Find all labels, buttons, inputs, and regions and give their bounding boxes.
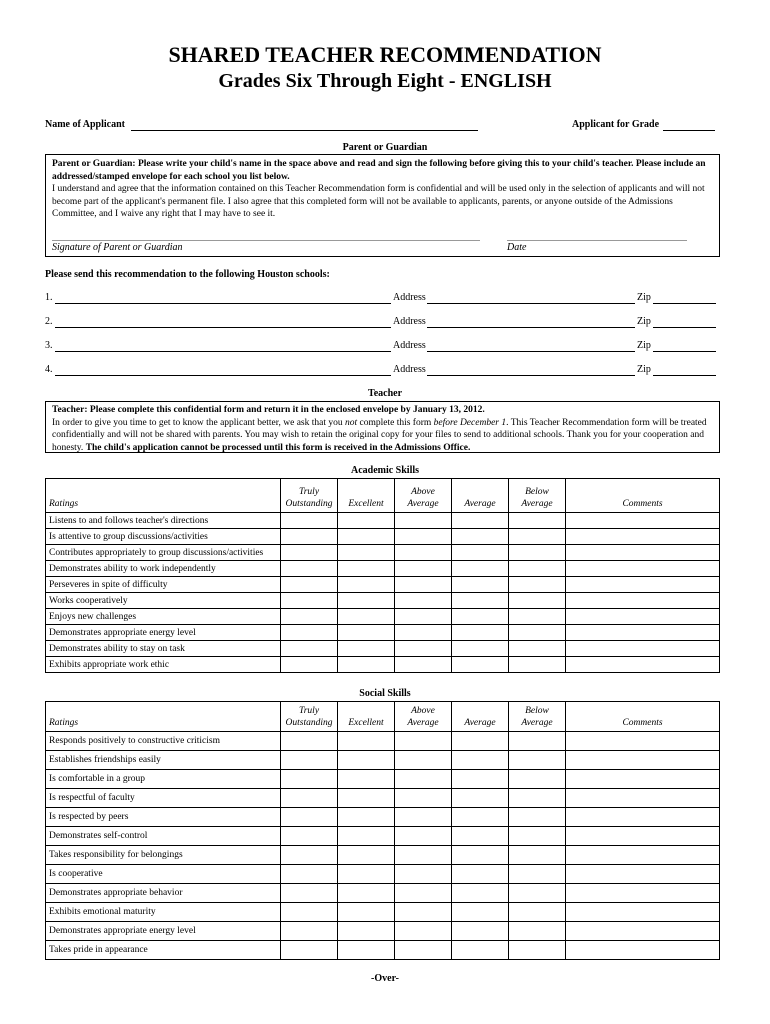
rating-cell[interactable]: [452, 941, 509, 960]
rating-cell[interactable]: [452, 922, 509, 941]
table-row: [46, 545, 720, 561]
excellent-header: Excellent: [338, 479, 395, 513]
applicant-name-label: Name of Applicant: [45, 119, 125, 130]
rating-cell[interactable]: [452, 513, 509, 529]
teacher-body: In order to give you time to get to know the applicant better, we ask that you not complete this form before December 1. This Teacher Recommendation form will be treated confidentially and will not be shared with parents. You may wish to retain the original copy for your files to send to additional schools. Thank you for your cooperation and honesty. The child's application cannot be processed until this form is received in the Admissions Office.: [52, 417, 707, 453]
rating-cell[interactable]: [452, 561, 509, 577]
rating-cell[interactable]: [452, 865, 509, 884]
rating-cell[interactable]: [452, 903, 509, 922]
rating-cell[interactable]: [452, 577, 509, 593]
rating-cell[interactable]: [452, 625, 509, 641]
rating-item-label: Is comfortable in a group: [46, 770, 281, 789]
rating-item-label: Demonstrates ability to stay on task: [46, 641, 281, 657]
table-row: [46, 577, 720, 593]
rating-cell[interactable]: [395, 884, 452, 903]
school-zip-field[interactable]: [653, 315, 716, 328]
rating-cell[interactable]: [281, 941, 338, 960]
rating-cell[interactable]: [395, 827, 452, 846]
teacher-heading: Teacher: Please complete this confidential form and return it in the enclosed envelope by January 13, 2012.: [52, 405, 485, 415]
table-row: [46, 903, 720, 922]
teacher-section-title: Teacher: [367, 388, 403, 399]
parent-section-title: Parent or Guardian: [342, 142, 428, 153]
rating-cell[interactable]: [509, 922, 566, 941]
comments-cell[interactable]: [566, 827, 720, 846]
rating-cell[interactable]: [395, 865, 452, 884]
rating-cell[interactable]: [281, 808, 338, 827]
comments-cell[interactable]: [566, 732, 720, 751]
rating-cell[interactable]: [338, 545, 395, 561]
school-zip-field[interactable]: [653, 363, 716, 376]
rating-item-label: Takes pride in appearance: [46, 941, 281, 960]
school-name-field[interactable]: [55, 339, 391, 352]
rating-cell[interactable]: [395, 846, 452, 865]
rating-cell[interactable]: [395, 789, 452, 808]
rating-cell[interactable]: [452, 808, 509, 827]
rating-cell[interactable]: [509, 903, 566, 922]
rating-cell[interactable]: [395, 593, 452, 609]
rating-cell[interactable]: [395, 732, 452, 751]
school-zip-field[interactable]: [653, 339, 716, 352]
rating-cell[interactable]: [509, 827, 566, 846]
rating-cell[interactable]: [395, 625, 452, 641]
rating-cell[interactable]: [338, 609, 395, 625]
above-average-header: Above Average: [395, 702, 452, 732]
rating-cell[interactable]: [281, 513, 338, 529]
rating-cell[interactable]: [338, 827, 395, 846]
rating-cell[interactable]: [281, 884, 338, 903]
rating-cell[interactable]: [395, 808, 452, 827]
rating-cell[interactable]: [509, 751, 566, 770]
rating-cell[interactable]: [395, 513, 452, 529]
applicant-name-field[interactable]: [131, 118, 478, 131]
rating-cell[interactable]: [338, 657, 395, 673]
rating-cell[interactable]: [509, 770, 566, 789]
applicant-grade-field[interactable]: [663, 118, 715, 131]
table-row: [46, 593, 720, 609]
rating-cell[interactable]: [338, 941, 395, 960]
rating-cell[interactable]: [281, 561, 338, 577]
rating-cell[interactable]: [281, 770, 338, 789]
rating-cell[interactable]: [452, 789, 509, 808]
rating-cell[interactable]: [509, 865, 566, 884]
rating-cell[interactable]: [281, 846, 338, 865]
comments-header: Comments: [566, 702, 720, 732]
rating-item-label: Takes responsibility for belongings: [46, 846, 281, 865]
table-row: [46, 609, 720, 625]
comments-cell[interactable]: [566, 545, 720, 561]
comments-cell[interactable]: [566, 657, 720, 673]
rating-cell[interactable]: [281, 922, 338, 941]
rating-cell[interactable]: [395, 770, 452, 789]
parent-signature-field[interactable]: [52, 240, 480, 241]
rating-item-label: Is cooperative: [46, 865, 281, 884]
rating-cell[interactable]: [509, 529, 566, 545]
school-name-field[interactable]: [55, 315, 391, 328]
rating-cell[interactable]: [509, 789, 566, 808]
rating-item-label: Establishes friendships easily: [46, 751, 281, 770]
rating-cell[interactable]: [281, 657, 338, 673]
school-address-field[interactable]: [427, 339, 635, 352]
rating-cell[interactable]: [509, 846, 566, 865]
rating-cell[interactable]: [338, 593, 395, 609]
above-average-header: Above Average: [395, 479, 452, 513]
rating-cell[interactable]: [281, 827, 338, 846]
rating-cell[interactable]: [509, 657, 566, 673]
rating-cell[interactable]: [509, 884, 566, 903]
rating-cell[interactable]: [338, 529, 395, 545]
comments-cell[interactable]: [566, 529, 720, 545]
rating-item-label: Works cooperatively: [46, 593, 281, 609]
rating-cell[interactable]: [395, 941, 452, 960]
school-address-field[interactable]: [427, 315, 635, 328]
table-row: [46, 641, 720, 657]
rating-cell[interactable]: [281, 625, 338, 641]
rating-cell[interactable]: [338, 641, 395, 657]
rating-cell[interactable]: [509, 609, 566, 625]
rating-item-label: Exhibits emotional maturity: [46, 903, 281, 922]
comments-cell[interactable]: [566, 808, 720, 827]
rating-cell[interactable]: [395, 577, 452, 593]
comments-cell[interactable]: [566, 903, 720, 922]
comments-cell[interactable]: [566, 561, 720, 577]
rating-cell[interactable]: [509, 732, 566, 751]
rating-cell[interactable]: [509, 808, 566, 827]
rating-cell[interactable]: [281, 732, 338, 751]
academic-skills-table: [45, 478, 720, 673]
rating-item-label: Perseveres in spite of difficulty: [46, 577, 281, 593]
parent-instructions: Parent or Guardian: Please write your child's name in the space above and read and sign the following before giving this to your child's teacher. Please include an addressed/stamped envelope for each school you list below.: [52, 159, 706, 182]
comments-cell[interactable]: [566, 789, 720, 808]
rating-cell[interactable]: [452, 846, 509, 865]
rating-cell[interactable]: [338, 903, 395, 922]
rating-cell[interactable]: [338, 625, 395, 641]
table-row: [46, 529, 720, 545]
average-header: Average: [452, 702, 509, 732]
page-title: SHARED TEACHER RECOMMENDATION: [168, 42, 602, 67]
comments-cell[interactable]: [566, 641, 720, 657]
comments-header: Comments: [566, 479, 720, 513]
school-zip-field[interactable]: [653, 291, 716, 304]
rating-cell[interactable]: [452, 529, 509, 545]
table-row: [46, 732, 720, 751]
rating-cell[interactable]: [452, 751, 509, 770]
school-address-field[interactable]: [427, 291, 635, 304]
rating-cell[interactable]: [395, 529, 452, 545]
page-subtitle: Grades Six Through Eight - ENGLISH: [218, 70, 552, 92]
rating-cell[interactable]: [338, 732, 395, 751]
rating-item-label: Exhibits appropriate work ethic: [46, 657, 281, 673]
ratings-header: Ratings: [46, 479, 281, 513]
rating-cell[interactable]: [395, 657, 452, 673]
comments-cell[interactable]: [566, 865, 720, 884]
table-row: [46, 808, 720, 827]
parent-date-field[interactable]: [507, 240, 687, 241]
table-row: [46, 827, 720, 846]
rating-cell[interactable]: [509, 513, 566, 529]
rating-cell[interactable]: [452, 827, 509, 846]
rating-cell[interactable]: [338, 577, 395, 593]
academic-skills-title: Academic Skills: [350, 465, 420, 476]
rating-cell[interactable]: [281, 789, 338, 808]
rating-cell[interactable]: [338, 846, 395, 865]
rating-cell[interactable]: [452, 657, 509, 673]
rating-cell[interactable]: [395, 641, 452, 657]
school-zip-label: Zip: [637, 364, 651, 375]
rating-cell[interactable]: [281, 593, 338, 609]
rating-cell[interactable]: [281, 545, 338, 561]
below-average-header: Below Average: [509, 479, 566, 513]
rating-cell[interactable]: [395, 561, 452, 577]
comments-cell[interactable]: [566, 846, 720, 865]
rating-cell[interactable]: [395, 903, 452, 922]
rating-item-label: Is respected by peers: [46, 808, 281, 827]
table-row: [46, 865, 720, 884]
ratings-header: Ratings: [46, 702, 281, 732]
school-address-label: Address: [393, 340, 426, 351]
table-row: [46, 625, 720, 641]
rating-cell[interactable]: [395, 922, 452, 941]
rating-item-label: Demonstrates appropriate energy level: [46, 625, 281, 641]
school-zip-label: Zip: [637, 316, 651, 327]
rating-cell[interactable]: [281, 751, 338, 770]
truly-outstanding-header: Truly Outstanding: [281, 479, 338, 513]
parent-agreement: I understand and agree that the information contained on this Teacher Recommendation form is confidential and will be used only in the selection of applicants and will not become part of the applicant's permanent file. I also agree that this completed form will not be available to applicants, parents, or anyone outside of the Admissions Committee, and I waive any right that I may have to see it.: [52, 184, 705, 219]
rating-cell[interactable]: [509, 593, 566, 609]
social-skills-title: Social Skills: [359, 688, 411, 699]
social-skills-table: [45, 701, 720, 960]
comments-cell[interactable]: [566, 593, 720, 609]
rating-item-label: Demonstrates self-control: [46, 827, 281, 846]
table-row: [46, 751, 720, 770]
rating-cell[interactable]: [452, 732, 509, 751]
school-name-field[interactable]: [55, 363, 391, 376]
rating-item-label: Responds positively to constructive criticism: [46, 732, 281, 751]
rating-cell[interactable]: [281, 529, 338, 545]
rating-cell[interactable]: [509, 561, 566, 577]
comments-cell[interactable]: [566, 770, 720, 789]
school-number: 1.: [45, 292, 53, 303]
comments-cell[interactable]: [566, 751, 720, 770]
comments-cell[interactable]: [566, 941, 720, 960]
rating-item-label: Is attentive to group discussions/activities: [46, 529, 281, 545]
table-row: [46, 941, 720, 960]
school-address-field[interactable]: [427, 363, 635, 376]
comments-cell[interactable]: [566, 577, 720, 593]
teacher-instructions-box: [45, 401, 720, 453]
rating-cell[interactable]: [509, 941, 566, 960]
table-row: [46, 657, 720, 673]
average-header: Average: [452, 479, 509, 513]
school-zip-label: Zip: [637, 340, 651, 351]
comments-cell[interactable]: [566, 609, 720, 625]
rating-cell[interactable]: [395, 545, 452, 561]
applicant-grade-label: Applicant for Grade: [572, 119, 660, 130]
rating-cell[interactable]: [338, 884, 395, 903]
rating-item-label: Demonstrates appropriate behavior: [46, 884, 281, 903]
table-row: [46, 770, 720, 789]
rating-cell[interactable]: [395, 751, 452, 770]
rating-cell[interactable]: [452, 770, 509, 789]
school-address-label: Address: [393, 364, 426, 375]
rating-cell[interactable]: [452, 609, 509, 625]
rating-cell[interactable]: [338, 513, 395, 529]
rating-cell[interactable]: [452, 884, 509, 903]
rating-item-label: Contributes appropriately to group discussions/activities: [46, 545, 281, 561]
rating-cell[interactable]: [338, 922, 395, 941]
parent-signature-label: Signature of Parent or Guardian: [52, 242, 183, 253]
rating-cell[interactable]: [509, 641, 566, 657]
rating-cell[interactable]: [338, 751, 395, 770]
rating-cell[interactable]: [452, 545, 509, 561]
rating-cell[interactable]: [281, 609, 338, 625]
rating-cell[interactable]: [281, 903, 338, 922]
table-row: [46, 789, 720, 808]
comments-cell[interactable]: [566, 513, 720, 529]
rating-cell[interactable]: [509, 625, 566, 641]
excellent-header: Excellent: [338, 702, 395, 732]
rating-cell[interactable]: [338, 789, 395, 808]
rating-cell[interactable]: [281, 577, 338, 593]
school-address-label: Address: [393, 292, 426, 303]
rating-item-label: Demonstrates appropriate energy level: [46, 922, 281, 941]
rating-cell[interactable]: [452, 641, 509, 657]
schools-heading: Please send this recommendation to the following Houston schools:: [45, 269, 330, 280]
rating-cell[interactable]: [338, 561, 395, 577]
school-number: 4.: [45, 364, 53, 375]
comments-cell[interactable]: [566, 625, 720, 641]
rating-cell[interactable]: [338, 865, 395, 884]
rating-cell[interactable]: [281, 641, 338, 657]
school-zip-label: Zip: [637, 292, 651, 303]
school-address-label: Address: [393, 316, 426, 327]
below-average-header: Below Average: [509, 702, 566, 732]
rating-item-label: Listens to and follows teacher's directions: [46, 513, 281, 529]
rating-cell[interactable]: [281, 865, 338, 884]
comments-cell[interactable]: [566, 884, 720, 903]
school-number: 3.: [45, 340, 53, 351]
table-row: [46, 513, 720, 529]
rating-cell[interactable]: [338, 770, 395, 789]
rating-cell[interactable]: [452, 593, 509, 609]
rating-cell[interactable]: [509, 577, 566, 593]
comments-cell[interactable]: [566, 922, 720, 941]
parent-date-label: Date: [507, 242, 527, 253]
truly-outstanding-header: Truly Outstanding: [281, 702, 338, 732]
rating-item-label: Enjoys new challenges: [46, 609, 281, 625]
rating-cell[interactable]: [338, 808, 395, 827]
rating-cell[interactable]: [509, 545, 566, 561]
table-row: [46, 884, 720, 903]
table-row: [46, 922, 720, 941]
rating-item-label: Demonstrates ability to work independently: [46, 561, 281, 577]
rating-cell[interactable]: [395, 609, 452, 625]
page-footer: -Over-: [371, 973, 399, 984]
rating-item-label: Is respectful of faculty: [46, 789, 281, 808]
school-number: 2.: [45, 316, 53, 327]
table-row: [46, 561, 720, 577]
table-row: [46, 846, 720, 865]
school-name-field[interactable]: [55, 291, 391, 304]
